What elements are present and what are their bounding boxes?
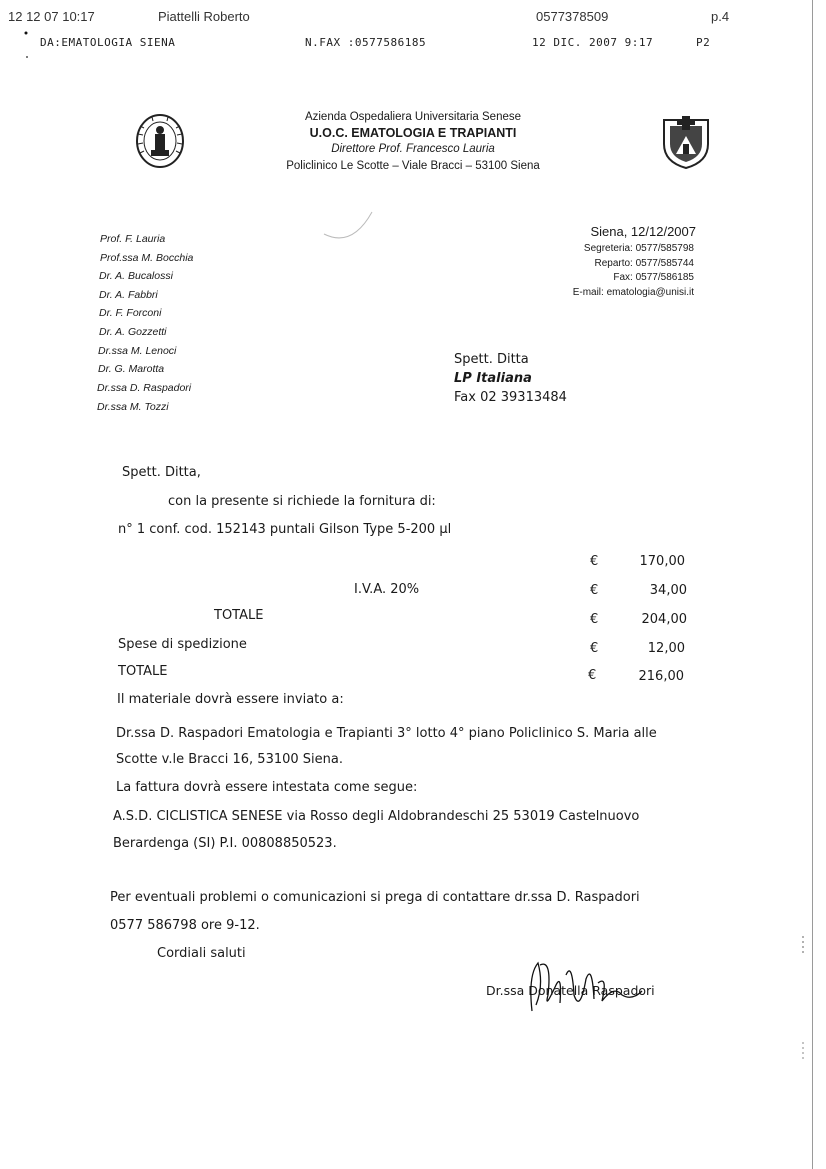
- currency-symbol: €: [590, 583, 599, 598]
- handwritten-signature: [522, 955, 652, 1017]
- fax-header-page-2: P2: [696, 36, 711, 49]
- invoice-address-line-2: Berardenga (SI) P.I. 00808850523.: [113, 836, 337, 851]
- staff-member: Dr. A. Bucalossi: [99, 270, 173, 282]
- staff-member: Dr.ssa M. Lenoci: [98, 345, 177, 357]
- amount-subtotal: 204,00: [641, 612, 687, 627]
- fax-header-received: 12 DIC. 2007 9:17: [532, 36, 654, 49]
- staff-member: Dr. F. Forconi: [99, 307, 162, 319]
- currency-symbol: €: [590, 641, 599, 656]
- invoice-address-line-1: A.S.D. CICLISTICA SENESE via Rosso degli Aldobrandeschi 25 53019 Castelnuovo: [113, 809, 640, 824]
- amount-vat: 34,00: [649, 583, 687, 598]
- staff-member: Dr.ssa M. Tozzi: [97, 401, 169, 413]
- recipient-line-1: Spett. Ditta: [454, 352, 529, 367]
- regards: Cordiali saluti: [157, 946, 246, 961]
- letterhead-unit: U.O.C. EMATOLOGIA E TRAPIANTI: [309, 126, 517, 140]
- staff-member: Dr. A. Gozzetti: [99, 326, 167, 338]
- shipping-label: Spese di spedizione: [118, 637, 247, 652]
- contact-fax: Fax: 0577/586185: [613, 272, 694, 283]
- delivery-address-line-1: Dr.ssa D. Raspadori Ematologia e Trapianti 3° lotto 4° piano Policlinico S. Maria alle: [116, 726, 657, 741]
- fax-header-sender: Piattelli Roberto: [158, 9, 250, 24]
- contact-reparto: Reparto: 0577/585744: [594, 258, 694, 269]
- letterhead-address: Policlinico Le Scotte – Viale Bracci – 53100 Siena: [286, 160, 540, 172]
- currency-symbol: €: [588, 668, 597, 683]
- staff-member: Prof. F. Lauria: [100, 233, 166, 245]
- intro-text: con la presente si richiede la fornitura di:: [168, 494, 436, 509]
- recipient-line-3: Fax 02 39313484: [454, 390, 567, 405]
- staff-member: Dr. G. Marotta: [98, 363, 165, 375]
- fax-header-page: p.4: [711, 9, 730, 24]
- signature-name: Dr.ssa Donatella Raspadori: [486, 983, 655, 998]
- page-edge-line: [812, 0, 813, 1169]
- fax-header-datetime: 12 12 07 10:17: [8, 9, 95, 24]
- invoice-intro: La fattura dovrà essere intestata come segue:: [116, 780, 418, 795]
- recipient-line-2: LP Italiana: [454, 371, 532, 386]
- total-label: TOTALE: [118, 664, 168, 679]
- fax-header-from: DA:EMATOLOGIA SIENA: [40, 36, 176, 49]
- scan-mark: [798, 930, 808, 1070]
- delivery-intro: Il materiale dovrà essere inviato a:: [117, 692, 344, 707]
- contact-segreteria: Segreteria: 0577/585798: [583, 243, 694, 254]
- amount-net: 170,00: [639, 554, 685, 569]
- hospital-crest-logo: [660, 114, 712, 170]
- amount-total: 216,00: [638, 669, 684, 684]
- order-item: n° 1 conf. cod. 152143 puntali Gilson Type 5-200 µl: [118, 522, 452, 537]
- currency-symbol: €: [590, 612, 599, 627]
- staff-member: Dr. A. Fabbri: [99, 289, 158, 301]
- paper-fold-mark: [322, 204, 378, 244]
- letterhead-director: Direttore Prof. Francesco Lauria: [331, 143, 495, 155]
- fax-header-phone: 0577378509: [536, 9, 609, 24]
- delivery-address-line-2: Scotte v.le Bracci 16, 53100 Siena.: [116, 752, 343, 767]
- closing-line-1: Per eventuali problemi o comunicazioni si prega di contattare dr.ssa D. Raspadori: [110, 890, 640, 905]
- vat-label: I.V.A. 20%: [354, 582, 420, 597]
- currency-symbol: €: [590, 554, 599, 569]
- amount-shipping: 12,00: [647, 641, 685, 656]
- staff-member: Dr.ssa D. Raspadori: [97, 382, 192, 394]
- scan-mark: [22, 30, 32, 60]
- staff-member: Prof.ssa M. Bocchia: [100, 252, 194, 264]
- contact-email[interactable]: E-mail: ematologia@unisi.it: [572, 287, 694, 298]
- salutation: Spett. Ditta,: [122, 465, 201, 480]
- closing-line-2: 0577 586798 ore 9-12.: [110, 918, 260, 933]
- place-date: Siena, 12/12/2007: [590, 224, 696, 239]
- subtotal-label: TOTALE: [214, 608, 264, 623]
- fax-header-fax-number: N.FAX :0577586185: [305, 36, 427, 49]
- letterhead-org: Azienda Ospedaliera Universitaria Senese: [304, 111, 522, 123]
